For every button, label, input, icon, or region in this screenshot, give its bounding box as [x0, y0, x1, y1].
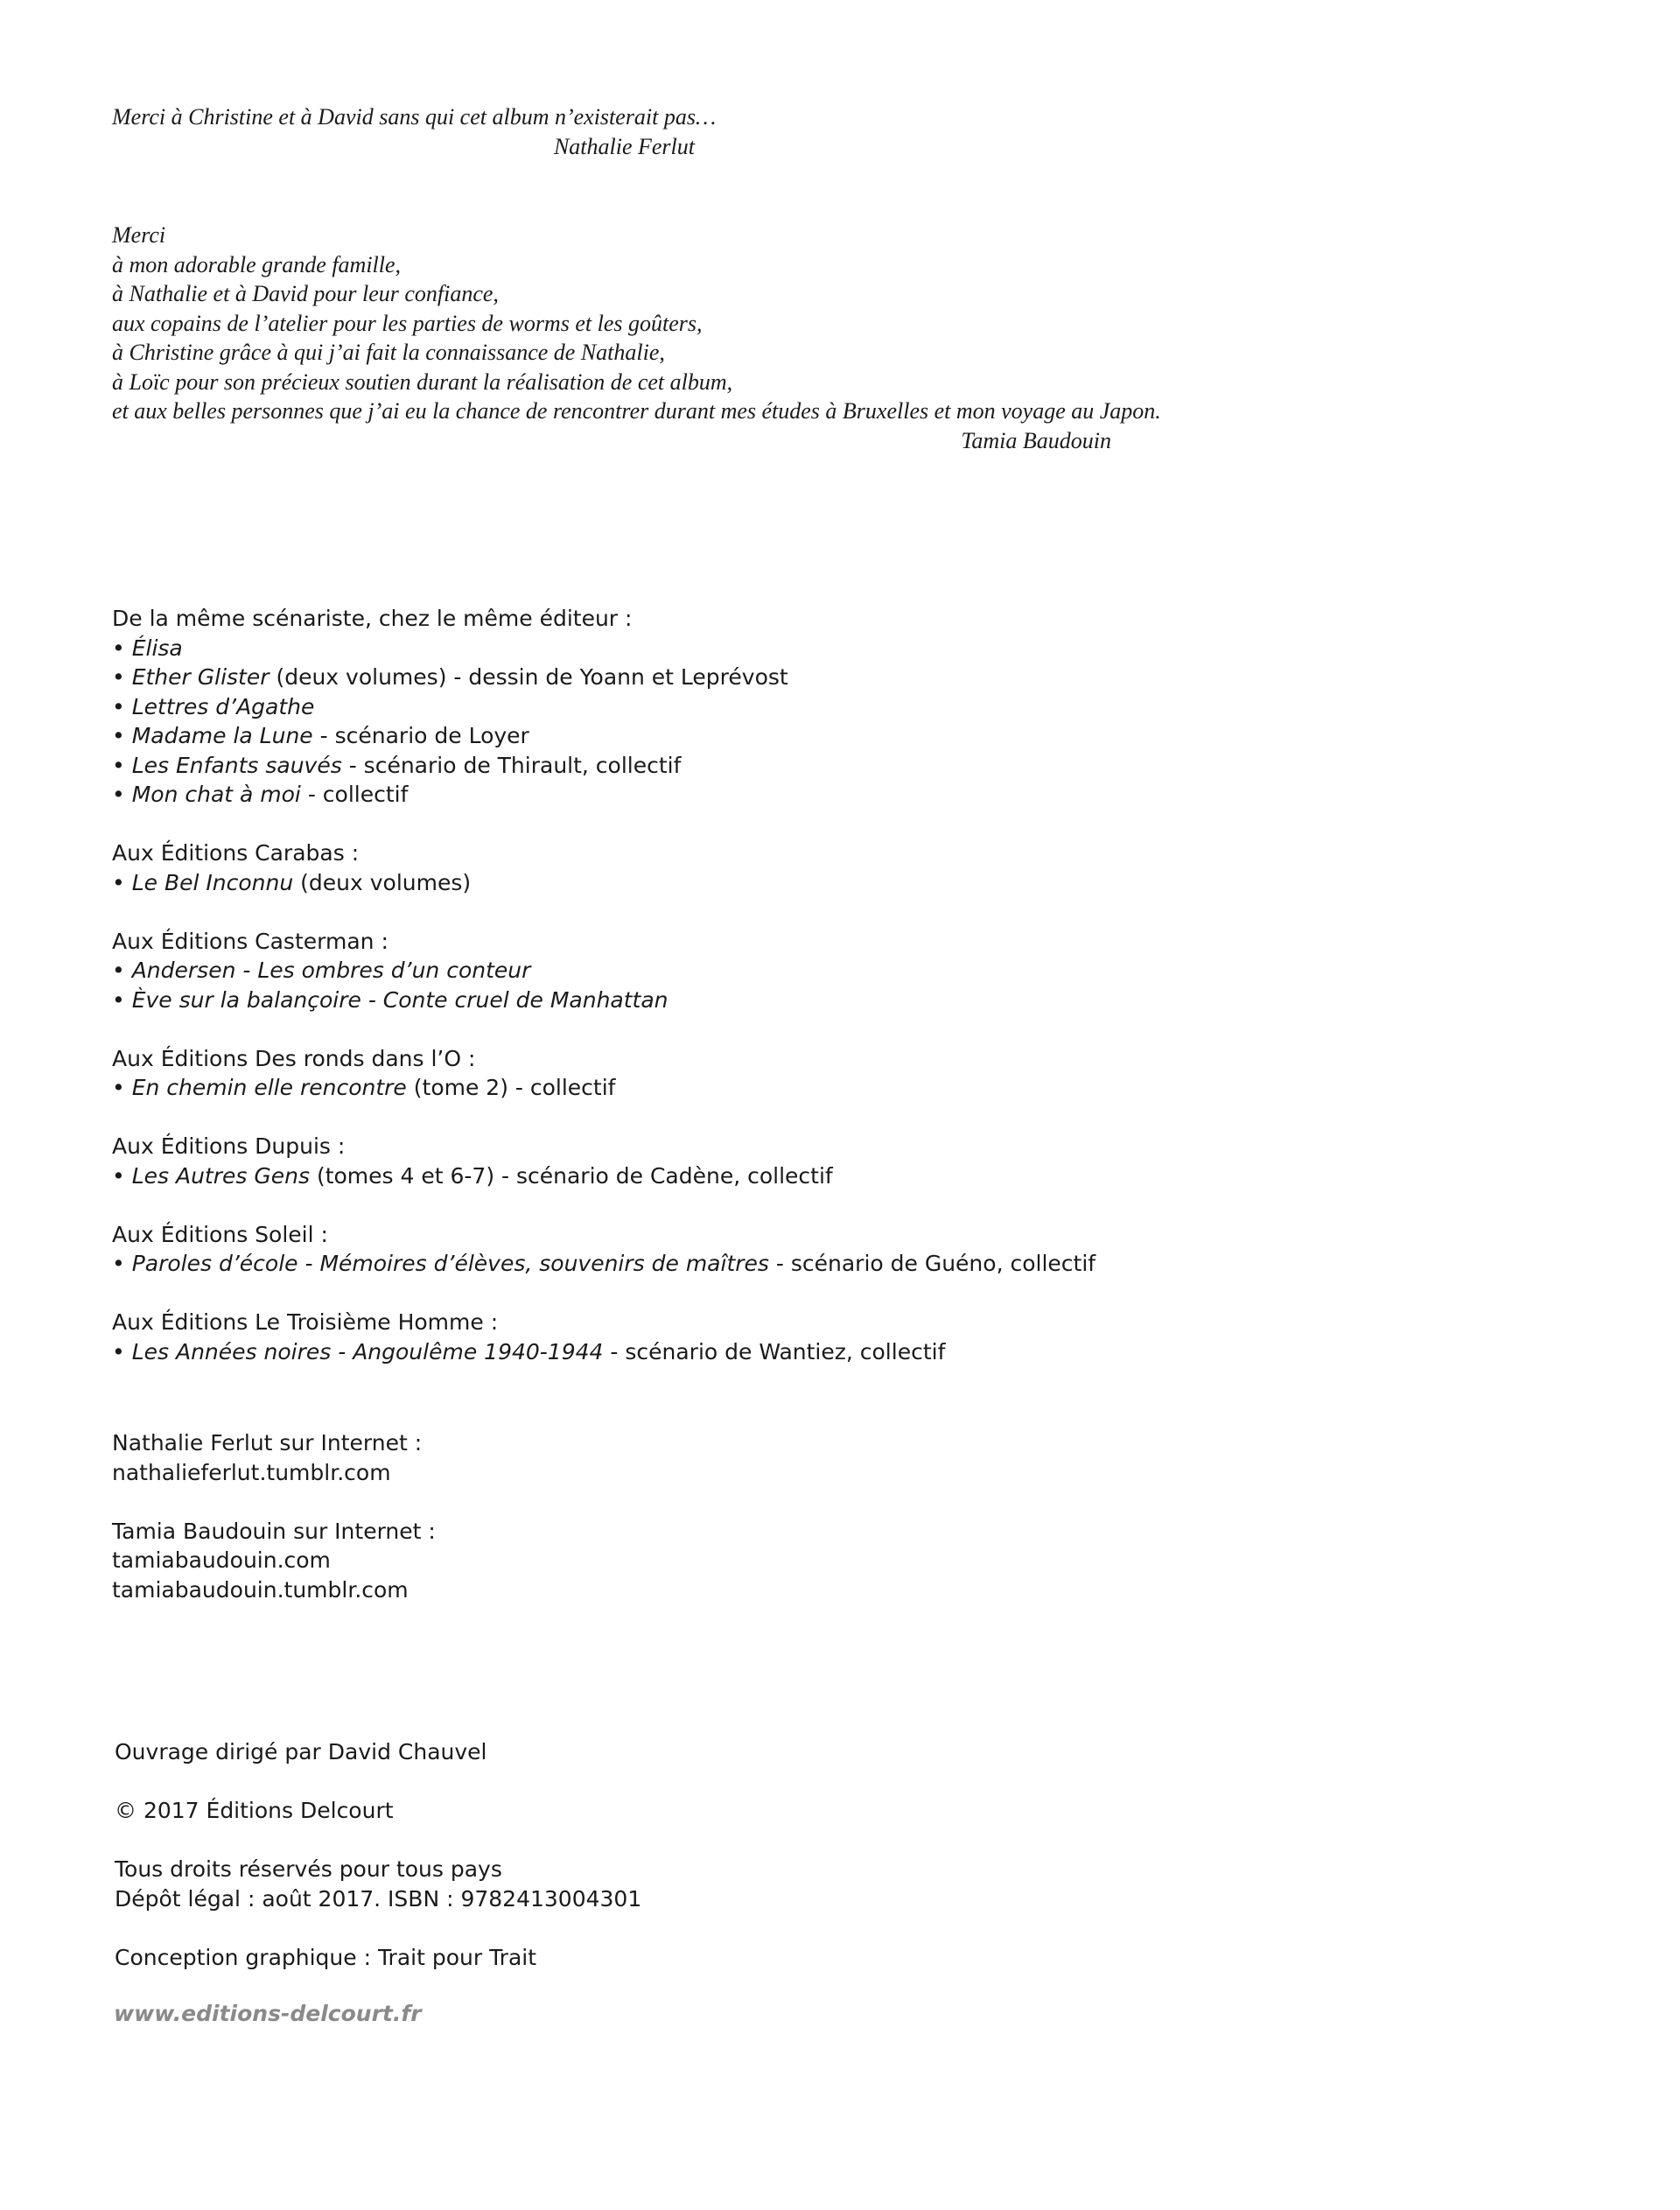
- book-title: Lettres d’Agathe: [131, 693, 315, 719]
- book-details: (tomes 4 et 6-7) - scénario de Cadène, collectif: [310, 1162, 833, 1189]
- book-title: Madame la Lune: [131, 723, 313, 748]
- book-item: [112, 634, 1096, 663]
- book-title: Ether Glister: [131, 664, 270, 690]
- book-details: - collectif: [300, 782, 409, 807]
- acknowledgement-ferlut: [112, 102, 717, 161]
- signature: Nathalie Ferlut: [553, 133, 695, 159]
- book-title: Les Années noires - Angoulême 1940-1944: [131, 1338, 604, 1365]
- book-details: (tome 2) - collectif: [406, 1075, 616, 1100]
- bullet: •: [112, 782, 132, 807]
- rights-notice: Tous droits réservés pour tous pays: [115, 1856, 502, 1882]
- book-title: Andersen - Les ombres d’un conteur: [131, 958, 531, 983]
- copyright: © 2017 Éditions Delcourt: [115, 1798, 394, 1823]
- bullet: •: [112, 693, 132, 719]
- bullet: •: [112, 986, 132, 1013]
- ack-line: à Loïc pour son précieux soutien durant la réalisation de cet album,: [112, 368, 733, 395]
- book-item: [112, 1249, 1096, 1279]
- ferlut-site-link[interactable]: nathalieferlut.tumblr.com: [112, 1459, 391, 1485]
- baudouin-internet-heading: Tamia Baudouin sur Internet :: [112, 1518, 436, 1544]
- baudouin-site-link[interactable]: tamiabaudouin.com: [112, 1547, 331, 1573]
- book-title: Ève sur la balançoire - Conte cruel de Manhattan: [131, 986, 668, 1013]
- signature: Tamia Baudouin: [961, 427, 1111, 453]
- bullet: •: [112, 1251, 132, 1276]
- design-credit: Conception graphique : Trait pour Trait: [115, 1944, 537, 1970]
- book-title: Mon chat à moi: [131, 782, 301, 807]
- book-title: En chemin elle rencontre: [131, 1075, 407, 1100]
- bullet: •: [112, 869, 132, 895]
- bullet: •: [112, 958, 132, 983]
- book-item: [112, 986, 1096, 1015]
- publisher-website-link[interactable]: www.editions-delcourt.fr: [114, 2001, 422, 2026]
- bullet: •: [112, 723, 132, 748]
- book-item: [112, 721, 1096, 751]
- baudouin-tumblr-link[interactable]: tamiabaudouin.tumblr.com: [112, 1576, 409, 1603]
- book-item: [112, 1337, 1096, 1367]
- book-title: Les Autres Gens: [131, 1162, 310, 1189]
- section-heading: Aux Éditions Des ronds dans l’O :: [112, 1045, 476, 1071]
- bullet: •: [112, 664, 132, 690]
- section-heading: Aux Éditions Casterman :: [112, 928, 388, 954]
- ack-line: à Christine grâce à qui j’ai fait la connaissance de Nathalie,: [112, 340, 665, 365]
- book-item: [112, 868, 1096, 898]
- bullet: •: [112, 1075, 132, 1100]
- book-item: [112, 663, 1096, 692]
- section-heading: Aux Éditions Dupuis :: [112, 1133, 346, 1159]
- ack-line: Merci à Christine et à David sans qui cet album n’existerait pas…: [112, 104, 717, 130]
- book-details: (deux volumes): [293, 869, 472, 895]
- book-details: - scénario de Guéno, collectif: [768, 1251, 1096, 1276]
- ack-line: à mon adorable grande famille,: [112, 251, 402, 277]
- book-item: [112, 780, 1096, 810]
- book-item: [112, 751, 1096, 781]
- ack-line: Merci: [112, 222, 166, 248]
- acknowledgement-baudouin: [112, 221, 1161, 455]
- colophon: [115, 1737, 641, 1972]
- section-heading: De la même scénariste, chez le même éditeur :: [112, 606, 633, 631]
- section-heading: Aux Éditions Carabas :: [112, 840, 360, 866]
- bibliography: [112, 604, 1096, 1366]
- book-title: Les Enfants sauvés: [131, 752, 342, 778]
- section-heading: Aux Éditions Le Troisième Homme :: [112, 1309, 499, 1335]
- book-title: Le Bel Inconnu: [131, 869, 294, 895]
- book-title: Paroles d’école - Mémoires d’élèves, souvenirs de maîtres: [131, 1251, 769, 1276]
- bullet: •: [112, 1338, 132, 1365]
- ack-line: à Nathalie et à David pour leur confiance,: [112, 281, 499, 306]
- ferlut-internet-heading: Nathalie Ferlut sur Internet :: [112, 1430, 423, 1456]
- book-details: - scénario de Wantiez, collectif: [603, 1338, 946, 1365]
- book-item: [112, 1073, 1096, 1103]
- ack-line: et aux belles personnes que j’ai eu la chance de rencontrer durant mes études à Bruxelles et mon voyage au Japon.: [112, 398, 1161, 424]
- book-item: [112, 956, 1096, 986]
- director-credit: Ouvrage dirigé par David Chauvel: [115, 1739, 487, 1764]
- internet-links: [112, 1428, 436, 1604]
- bullet: •: [112, 752, 132, 778]
- book-details: - scénario de Thirault, collectif: [341, 752, 682, 778]
- bullet: •: [112, 635, 132, 661]
- book-title: Élisa: [131, 635, 183, 661]
- book-details: (deux volumes) - dessin de Yoann et Leprévost: [269, 664, 788, 690]
- legal-deposit: Dépôt légal : août 2017. ISBN : 9782413004301: [115, 1885, 642, 1912]
- book-item: [112, 1161, 1096, 1191]
- book-item: [112, 692, 1096, 722]
- ack-line: aux copains de l’atelier pour les parties de worms et les goûters,: [112, 310, 703, 336]
- bullet: •: [112, 1162, 132, 1189]
- book-details: - scénario de Loyer: [312, 723, 529, 748]
- section-heading: Aux Éditions Soleil :: [112, 1221, 328, 1247]
